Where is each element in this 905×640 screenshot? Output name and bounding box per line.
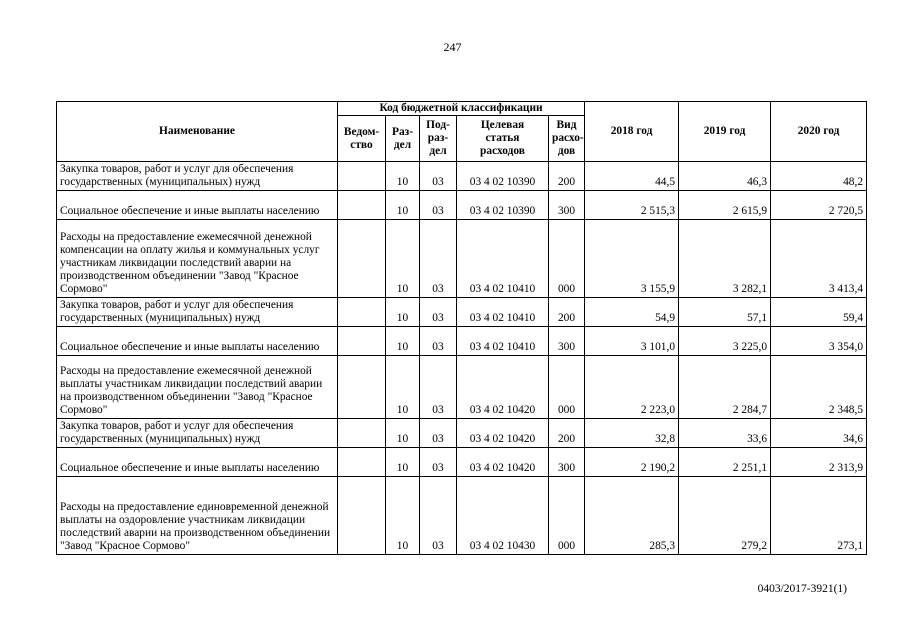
row-2019: 46,3 xyxy=(679,162,771,191)
row-2020: 3 354,0 xyxy=(771,327,867,356)
row-vedomstvo xyxy=(338,327,386,356)
table-row xyxy=(57,327,867,356)
row-name: Расходы на предоставление ежемесячной денежной компенсации на оплату жилья и коммунальных услуг участникам ликвидации последствий аварии на производственном объединении "Завод "Красное Сормово" xyxy=(57,220,338,298)
row-2018: 3 101,0 xyxy=(585,327,679,356)
table-row xyxy=(57,162,867,191)
row-vid: 000 xyxy=(549,477,585,555)
row-name: Расходы на предоставление единовременной денежной выплаты на оздоровление участникам ликвидации последствий аварии на производственном объединении "Завод "Красное Сормово" xyxy=(57,477,338,555)
header-vid: Вид расхо- дов xyxy=(549,116,585,162)
row-2018: 44,5 xyxy=(585,162,679,191)
row-2018: 2 223,0 xyxy=(585,356,679,419)
row-tselevaya: 03 4 02 10410 xyxy=(457,298,549,327)
row-name: Закупка товаров, работ и услуг для обеспечения государственных (муниципальных) нужд xyxy=(57,162,338,191)
row-2020: 59,4 xyxy=(771,298,867,327)
row-razdel: 10 xyxy=(386,356,420,419)
header-code-group: Код бюджетной классификации xyxy=(338,102,585,116)
row-vedomstvo xyxy=(338,298,386,327)
table-row xyxy=(57,220,867,298)
row-2019: 57,1 xyxy=(679,298,771,327)
table-row xyxy=(57,298,867,327)
row-name: Закупка товаров, работ и услуг для обеспечения государственных (муниципальных) нужд xyxy=(57,298,338,327)
row-name: Социальное обеспечение и иные выплаты населению xyxy=(57,327,338,356)
row-2020: 48,2 xyxy=(771,162,867,191)
row-vedomstvo xyxy=(338,220,386,298)
row-vedomstvo xyxy=(338,477,386,555)
row-tselevaya: 03 4 02 10390 xyxy=(457,191,549,220)
row-2018: 285,3 xyxy=(585,477,679,555)
row-tselevaya: 03 4 02 10420 xyxy=(457,419,549,448)
row-vedomstvo xyxy=(338,191,386,220)
header-2020: 2020 год xyxy=(771,102,867,162)
row-razdel: 10 xyxy=(386,220,420,298)
document-code: 0403/2017-3921(1) xyxy=(757,583,847,595)
row-podrazdel: 03 xyxy=(420,419,457,448)
row-2019: 3 282,1 xyxy=(679,220,771,298)
row-podrazdel: 03 xyxy=(420,191,457,220)
row-2018: 2 515,3 xyxy=(585,191,679,220)
table-row xyxy=(57,448,867,477)
row-podrazdel: 03 xyxy=(420,162,457,191)
row-podrazdel: 03 xyxy=(420,327,457,356)
row-2019: 2 284,7 xyxy=(679,356,771,419)
row-razdel: 10 xyxy=(386,419,420,448)
row-razdel: 10 xyxy=(386,191,420,220)
row-podrazdel: 03 xyxy=(420,356,457,419)
row-tselevaya: 03 4 02 10420 xyxy=(457,448,549,477)
row-2019: 2 615,9 xyxy=(679,191,771,220)
row-razdel: 10 xyxy=(386,448,420,477)
row-tselevaya: 03 4 02 10390 xyxy=(457,162,549,191)
row-vedomstvo xyxy=(338,162,386,191)
row-razdel: 10 xyxy=(386,327,420,356)
table-row xyxy=(57,477,867,555)
header-podrazdel: Под- раз- дел xyxy=(420,116,457,162)
row-vedomstvo xyxy=(338,419,386,448)
row-podrazdel: 03 xyxy=(420,220,457,298)
row-2019: 3 225,0 xyxy=(679,327,771,356)
row-vid: 300 xyxy=(549,327,585,356)
header-razdel: Раз- дел xyxy=(386,116,420,162)
header-row-1 xyxy=(57,102,867,116)
row-razdel: 10 xyxy=(386,298,420,327)
row-2018: 32,8 xyxy=(585,419,679,448)
header-name: Наименование xyxy=(57,102,338,162)
row-vid: 200 xyxy=(549,419,585,448)
row-vid: 200 xyxy=(549,298,585,327)
header-2018: 2018 год xyxy=(585,102,679,162)
row-vid: 200 xyxy=(549,162,585,191)
header-vedomstvo: Ведом- ство xyxy=(338,116,386,162)
row-2019: 279,2 xyxy=(679,477,771,555)
row-2020: 2 348,5 xyxy=(771,356,867,419)
row-2020: 2 720,5 xyxy=(771,191,867,220)
row-name: Закупка товаров, работ и услуг для обеспечения государственных (муниципальных) нужд xyxy=(57,419,338,448)
row-2020: 34,6 xyxy=(771,419,867,448)
header-2019: 2019 год xyxy=(679,102,771,162)
row-2019: 33,6 xyxy=(679,419,771,448)
row-vid: 000 xyxy=(549,220,585,298)
row-vid: 300 xyxy=(549,448,585,477)
row-name: Расходы на предоставление ежемесячной денежной выплаты участникам ликвидации последствий аварии на производственном объединении "Завод "Красное Сормово" xyxy=(57,356,338,419)
row-vedomstvo xyxy=(338,356,386,419)
row-podrazdel: 03 xyxy=(420,448,457,477)
row-2018: 2 190,2 xyxy=(585,448,679,477)
row-name: Социальное обеспечение и иные выплаты населению xyxy=(57,448,338,477)
row-2020: 273,1 xyxy=(771,477,867,555)
row-name: Социальное обеспечение и иные выплаты населению xyxy=(57,191,338,220)
table-row xyxy=(57,191,867,220)
row-podrazdel: 03 xyxy=(420,477,457,555)
page-number: 247 xyxy=(443,40,462,54)
row-razdel: 10 xyxy=(386,477,420,555)
row-2020: 3 413,4 xyxy=(771,220,867,298)
budget-table xyxy=(56,101,867,555)
table-row xyxy=(57,419,867,448)
row-razdel: 10 xyxy=(386,162,420,191)
row-2019: 2 251,1 xyxy=(679,448,771,477)
row-2020: 2 313,9 xyxy=(771,448,867,477)
row-2018: 3 155,9 xyxy=(585,220,679,298)
row-tselevaya: 03 4 02 10420 xyxy=(457,356,549,419)
row-tselevaya: 03 4 02 10410 xyxy=(457,327,549,356)
row-podrazdel: 03 xyxy=(420,298,457,327)
row-tselevaya: 03 4 02 10410 xyxy=(457,220,549,298)
row-vid: 300 xyxy=(549,191,585,220)
header-tselevaya: Целевая статья расходов xyxy=(457,116,549,162)
row-2018: 54,9 xyxy=(585,298,679,327)
table-row xyxy=(57,356,867,419)
row-vid: 000 xyxy=(549,356,585,419)
row-vedomstvo xyxy=(338,448,386,477)
row-tselevaya: 03 4 02 10430 xyxy=(457,477,549,555)
